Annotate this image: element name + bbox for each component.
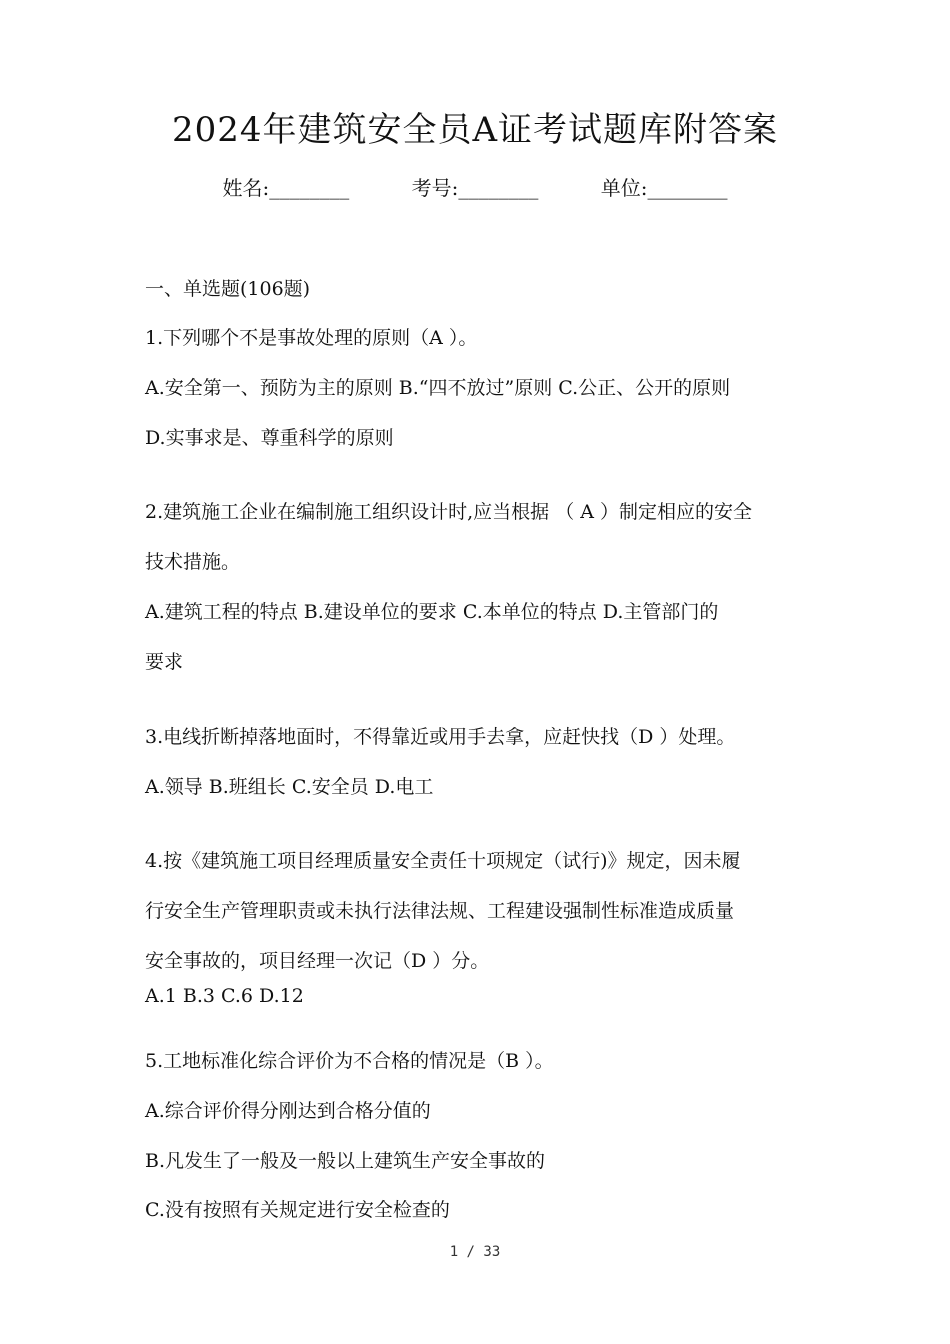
question-1-stem: 1.下列哪个不是事故处理的原则（A ）。 <box>145 327 478 349</box>
exam-number-field: 考号:________ <box>411 176 539 200</box>
question-4-stem-line-1: 4.按《建筑施工项目经理质量安全责任十项规定（试行)》规定，因未履 <box>145 850 741 872</box>
document-title: 2024年建筑安全员A证考试题库附答案 <box>171 110 779 150</box>
question-3-options: A.领导 B.班组长 C.安全员 D.电工 <box>145 776 434 798</box>
candidate-info-row <box>0 172 950 201</box>
question-1-options-line-1: A.安全第一、预防为主的原则 B.“四不放过”原则 C.公正、公开的原则 <box>145 377 731 399</box>
section-heading: 一、单选题(106题) <box>145 278 311 300</box>
question-2-stem-line-1: 2.建筑施工企业在编制施工组织设计时,应当根据 （ A ）制定相应的安全 <box>145 501 753 523</box>
question-4-stem-line-3: 安全事故的，项目经理一次记（D ）分。 <box>145 950 490 972</box>
question-3-stem: 3.电线折断掉落地面时，不得靠近或用手去拿，应赶快找（D ）处理。 <box>145 726 736 748</box>
question-2-options-line-1: A.建筑工程的特点 B.建设单位的要求 C.本单位的特点 D.主管部门的 <box>145 601 719 623</box>
name-field: 姓名:________ <box>222 176 350 200</box>
question-4-options: A.1 B.3 C.6 D.12 <box>145 985 304 1007</box>
page-indicator: 1 / 33 <box>449 1244 501 1260</box>
question-5-stem: 5.工地标准化综合评价为不合格的情况是（B ）。 <box>145 1050 554 1072</box>
question-2-stem-line-2: 技术措施。 <box>145 551 241 573</box>
question-5-option-c: C.没有按照有关规定进行安全检查的 <box>145 1199 450 1221</box>
question-1-options-line-2: D.实事求是、尊重科学的原则 <box>145 427 394 449</box>
question-4-stem-line-2: 行安全生产管理职责或未执行法律法规、工程建设强制性标准造成质量 <box>145 900 735 922</box>
question-2-options-line-2: 要求 <box>145 651 184 673</box>
question-5-option-b: B.凡发生了一般及一般以上建筑生产安全事故的 <box>145 1150 546 1172</box>
question-5-option-a: A.综合评价得分刚达到合格分值的 <box>145 1100 431 1122</box>
unit-field: 单位:________ <box>600 176 728 200</box>
